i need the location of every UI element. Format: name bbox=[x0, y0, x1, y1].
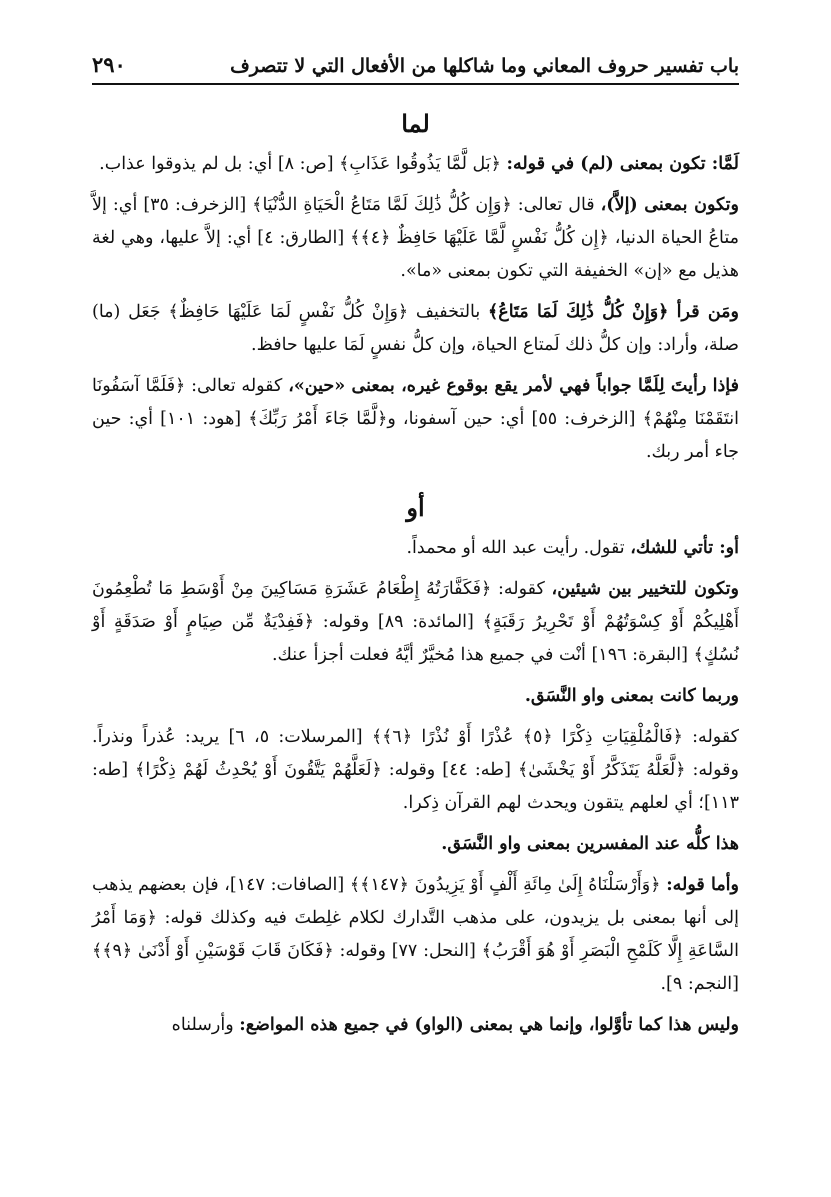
running-header bbox=[92, 52, 739, 85]
paragraph: فإذا رأيتَ لِلَمَّا جواباً فهي لأمر يقع بوقوع غيره، بمعنى «حين»، كقوله تعالى: ﴿فَلَمَّا آسَفُونَا انتَقَمْنَا مِنْهُمْ﴾ [الزخرف: ٥٥] أي: حين آسفونا، و﴿لَّمَّا جَاءَ أَمْرُ رَبِّكَ﴾ [هود: ١٠١] أي: حين جاء أمر ربك. bbox=[92, 376, 739, 462]
page-number: ٢٩٠ bbox=[92, 52, 126, 77]
paragraph: لَمَّا: تكون بمعنى (لم) في قوله: ﴿بَل لَّمَّا يَذُوقُوا عَذَابِ﴾ [ص: ٨] أي: بل لم يذوقوا عذاب. bbox=[99, 154, 739, 174]
section-title-aw: أو bbox=[406, 493, 425, 522]
paragraph: ومَن قرأ ﴿وَإِنْ كُلُّ ذَٰلِكَ لَمَا مَتَاعُ﴾ بالتخفيف ﴿وَإِنْ كُلُّ نَفْسٍ لَمَا عَلَيْهَا حَافِظٌ﴾ جَعَل (ما) صلة، وأراد: وإن كلُّ ذلك لَمتاع الحياة، وإن كلُّ نفسٍ لَمَا عليها حافظ. bbox=[92, 302, 739, 355]
paragraph: هذا كلُّه عند المفسرين بمعنى واو النَّسَق. bbox=[441, 834, 739, 854]
paragraph: وتكون بمعنى (إلاَّ)، قال تعالى: ﴿وَإِن كُلُّ ذَٰلِكَ لَمَّا مَتَاعُ الْحَيَاةِ الدُّنْيَا﴾ [الزخرف: ٣٥] أي: إلاَّ متاعُ الحياة الدنيا، ﴿إِن كُلُّ نَفْسٍ لَّمَّا عَلَيْهَا حَافِظٌ ﴿٤﴾﴾ [الطارق: ٤] أي: إلاَّ عليها، وهي لغة هذيل مع «إن» الخفيفة التي تكون بمعنى «ما». bbox=[92, 195, 739, 281]
paragraph: وربما كانت بمعنى واو النَّسَق. bbox=[524, 686, 739, 706]
paragraph: وليس هذا كما تأوَّلوا، وإنما هي بمعنى (الواو) في جميع هذه المواضع: وأرسلناه bbox=[171, 1015, 739, 1035]
paragraph: أو: تأتي للشك، تقول. رأيت عبد الله أو محمداً. bbox=[406, 538, 739, 558]
paragraph: وتكون للتخيير بين شيئين، كقوله: ﴿فَكَفَّارَتُهُ إِطْعَامُ عَشَرَةِ مَسَاكِينَ مِنْ أَوْسَطِ مَا تُطْعِمُونَ أَهْلِيكُمْ أَوْ كِسْوَتُهُمْ أَوْ تَحْرِيرُ رَقَبَةٍ﴾ [المائدة: ٨٩] وقوله: ﴿فَفِدْيَةٌ مِّن صِيَامٍ أَوْ صَدَقَةٍ أَوْ نُسُكٍ﴾ [البقرة: ١٩٦] أنْت في جميع هذا مُخيَّرٌ أيَّهُ فعلت أجزأ عنك. bbox=[92, 579, 739, 665]
section-title-lamma: لما bbox=[401, 109, 430, 138]
paragraph: وأما قوله: ﴿وَأَرْسَلْنَاهُ إِلَىٰ مِائَةِ أَلْفٍ أَوْ يَزِيدُونَ ﴿١٤٧﴾﴾ [الصافات: ١٤٧]، فإن بعضهم يذهب إلى أنها بمعنى بل يزيدون، على مذهب التَّدارك لكلام غلِطتَ فيه وكذلك قوله: ﴿وَمَا أَمْرُ السَّاعَةِ إِلَّا كَلَمْحِ الْبَصَرِ أَوْ هُوَ أَقْرَبُ﴾ [النحل: ٧٧] وقوله: ﴿فَكَانَ قَابَ قَوْسَيْنِ أَوْ أَدْنَىٰ ﴿٩﴾﴾ [النجم: ٩]. bbox=[92, 875, 740, 994]
paragraph: كقوله: ﴿فَالْمُلْقِيَاتِ ذِكْرًا ﴿٥﴾ عُذْرًا أَوْ نُذْرًا ﴿٦﴾﴾ [المرسلات: ٥، ٦] يريد: عُذراً ونذراً. وقوله: ﴿لَّعَلَّهُ يَتَذَكَّرُ أَوْ يَخْشَىٰ﴾ [طه: ٤٤] وقوله: ﴿لَعَلَّهُمْ يَتَّقُونَ أَوْ يُحْدِثُ لَهُمْ ذِكْرًا﴾ [طه: ١١٣]؛ أي لعلهم يتقون ويحدث لهم القرآن ذِكرا. bbox=[92, 727, 739, 813]
header-title: باب تفسير حروف المعاني وما شاكلها من الأفعال التي لا تتصرف bbox=[230, 55, 739, 77]
